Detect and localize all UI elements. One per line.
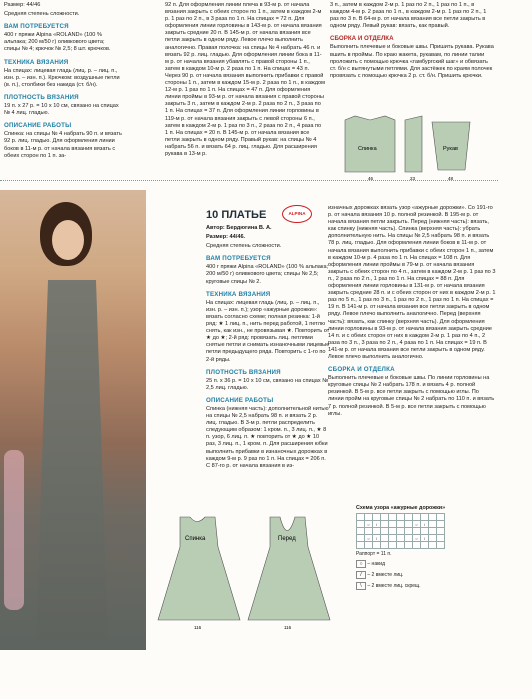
flower-shape [4,450,24,610]
dim-23: 23 [410,176,416,181]
size-line: Размер: 44/46 [4,2,41,8]
col2-text: 92 п. Для оформления линии плеча в 93-м р. от начала вязания закрыть с обеих сторон по 1 п., затем в каждом 2-м р. 1 раз по 2 п., в 3 раза по 1 п. На спицах = 72 п. Для оформления линии горловины в 143-м р. от начала вязания закрыть средние 20 п. В 145-м р. от начала вязания все петли закрыть в одном ряду. Левое плечо выполнить аналогично. Правая полочка: на спицы № 4 набрать 46 п. и вязать 92 р. лиц. гладью. Для оформления линии бока в 11-м р. от начала вязания убавлять с правой стороны 1 п., затем в каждом 10-м р. 2 раза по 1 п. На спицах = 43 п. Через 90 р. от начала вязания выполнить прибавки с правой стороны 1 п., затем в каждом 15-м р. 2 раза по 1 п., в каждом 12-м р. 1 раз по 1 п. На спицах = 47 п. Для оформления линии проймы в 93-м р. от начала вязания с правой стороны закрыть 3 п., затем в каждом 2-м р. 2 раза по 2 п., 3 раза по 1 п. На спицах = 37 п. Для оформления линии горловины в 119-м р. от начала вязания закрыть с левой стороны 6 п., затем в каждом 2-м р. 1 раз по 3 п., 2 раза по 2 п., 4 раза по 1 п. На спицах = 20 п. В 145-м р. от начала вязания все петли закрыть в одном ряду. Правый рукав: на спицы № 4 набрать 56 п. и вязать 64 р. лиц. гладью. Для расширения рукава в 13-м р. [165,2,325,157]
difficulty: Средняя степень сложности. [4,11,80,18]
dress-density-body: 25 п. х 36 р. = 10 х 10 см, связано на спицах № 2,5 лиц. гладью. [206,377,329,391]
rapport: Раппорт = 11 п. [356,551,392,557]
model-photo [0,190,146,650]
dress-difficulty: Средняя степень сложности. [206,243,282,250]
front-dress-shape [248,517,330,620]
col3-text: 3 п., затем в каждом 2-м р. 1 раз по 2 п., 1 раз по 1 п., в каждом 4-м р. 2 раза по 1 п., в каждом 2-м р. 1 раз по 2 п., 1 раз по 3 п. В 64-м р. от начала вязания все петли закрыть в одном ряду. Левый рукав: вязать, как правый. [330,2,487,30]
dress-shape [32,280,112,640]
work-body: Спинка: на спицы № 4 набрать 90 п. и вязать 92 р. лиц. гладью. Для оформления линии боков в 11-м р. от начала вязания вязать с обеих сторон по 1 п. за- [4,131,122,159]
dress-tech-body: На спицах: лицевая гладь (лиц. р. – лиц. п., изн. р. – изн. п.); узор «ажурные дорожки»: вязать согласно схеме; полная резинка: 1-й ряд: ★ 1 лиц. п., нить перед работой, 1 петлю снять, как изн., не провязывая ★. Повторить от ★ до ★; 2-й ряд: провязать лиц. петлями снятые петли и снимать изнаночными лицевые петли предыдущего ряда. Повторить с 1-го по 2-й ряды. [206,299,330,363]
face-shape [52,220,84,260]
front-piece-shape [405,116,422,172]
back-label: Спинка [358,146,377,152]
legend-3: \ – 2 вместе лиц. скрещ. [356,582,496,590]
dress-need-heading: ВАМ ПОТРЕБУЕТСЯ [206,255,271,263]
legend-1: ○ – накид [356,560,496,568]
dim-46: 46 [368,176,374,181]
back-piece-shape [345,116,395,172]
dress-work-body: Спинка (нижняя часть): дополнительной нитью на спицы № 2,5 набрать 98 п. и вязать 2 р. лиц. гладью. В 3-м р. петли распределить следующим образом: 1 кром. п., 3 лиц. п., ★ 8 п. узор, 6 лиц. п. ★ повторить от ★ до ★ 10 раз, 3 лиц. п., 1 кром. п. Для расширения юбки выполнить прибавки в изнаночных дорожках в каждом 9-м р. 9 раз по 1 п. На спицах = 206 п. С 87-го р. от начала вязания в из- [206,405,329,469]
alpina-logo: ALPINA [282,205,312,223]
top-col-1 [4,2,122,162]
dress-density-heading: ПЛОТНОСТЬ ВЯЗАНИЯ [206,368,281,376]
density-body: 19 п. х 27 р. = 10 х 10 см, связано на спицах № 4 лиц. гладью. [4,103,119,117]
dress-number: 10 [206,209,219,221]
assembly-body: Выполнить плечевые и боковые швы. Пришить рукава. Рукава вшить в проймы. По краю жакета, рукавам, по линии талии проложить с помощью крючка «гамбургский шаг» и обвязать ст. б/н с вытянутыми петлями. Для застёжек по краям полочек провязать с помощью крючка 2 р. ст. б/н. Пришить крючки. [330,44,494,79]
dress-schematic [150,512,335,632]
dress-assembly-heading: СБОРКА И ОТДЕЛКА [328,366,395,374]
dress-assembly-body: Выполнить плечевые и боковые швы. По линии горловины на круговые спицы № 2 набрать 178 п. и вязать 4 р. полной резинкой. В 5-м р. все петли закрыть с помощью иглы. По линии пройм на круговые спицы № 2 набрать по 110 п. и вязать 7 р. полной резинкой. В 5-м р. все петли закрыть с помощью иглы. [328,375,495,417]
tech-body: На спицах: лицевая гладь (лиц. р. – лиц. п., изн. р. – изн. п.). Крючком: воздушные петли (в. п.), столбики без накида (ст. б/н). [4,67,120,88]
dress-need-body: 400 г пряжи Alpina «ROLAND» (100 % альпака; 200 м/50 г) оливкового цвета; спицы № 2,5; круговые спицы № 2. [206,264,329,285]
dress-col-1 [206,225,330,472]
sleeve-label: Рукав [443,146,458,152]
top-col-2 [165,2,325,160]
dress-title-text: ПЛАТЬЕ [221,209,267,221]
dress-work-heading: ОПИСАНИЕ РАБОТЫ [206,396,274,404]
pattern-scheme [356,505,496,590]
jacket-schematic [340,112,490,182]
dress-right-text: изначных дорожках вязать узор «ажурные дорожки». Со 191-го р. от начала вязания 10 р. полной резинкой. В 195-м р. от начала вязания петли закрыть. Перед (нижняя часть): вязать, как спинку (нижняя часть). Спинка (верхняя часть): убрать дополнительную нить. На спицы № 2,5 набрать 98 п. и вязать 78 р. лиц. гладью. Для оформления линии боков в 11-м р. от начала вязания выполнить прибавки с обеих сторон 1 п., затем в каждом 10-м р. 4 раза по 1 п. На спицах = 108 п. Для оформления линии проймы в 79-м р. от начала вязания закрыть с обеих сторон по 4 п., затем в каждом 2-м р. 1 раз по 3 п., 2 раза по 2 п., 1 раз по 1 п. На спицах = 88 п. Для оформления линии горловины в 131-м р. от начала вязания закрыть средние 28 п. и с обеих сторон от них в каждом 2-м р. 1 раз по 5 п., 1 раз по 3 п., 1 раз по 2 п., 1 раз по 1 п. На спицах = 19 п. В 141-м р. от начала вязания все петли закрыть в одном ряду. Левое плечо выполнить аналогично. Перед (верхняя часть): вязать, как спинку (верхняя часть). Для оформления линии горловины в 93-м р. от начала вязания закрыть средние 14 п. и с обеих сторон от них в каждом 2-м р. 1 раз по 4 п., 2 раза по 3 п., 3 раза по 2 п., 4 раза по 1 п. На спицах = 19 п. В 141-м р. от начала вязания все петли закрыть в одном ряду. Левое плечо выполнить аналогично. [328,205,496,360]
scheme-title: Схема узора «ажурные дорожки» [356,505,446,511]
front-dress-label: Перед [278,536,296,542]
need-body: 400 г пряжи Alpina «ROLAND» (100 % альпака; 200 м/50 г) оливкового цвета; спицы № 4; крючок № 2,5; 8 шт. крючков. [4,32,111,53]
dim-48: 48 [448,176,454,181]
tech-heading: ТЕХНИКА ВЯЗАНИЯ [4,58,69,66]
assembly-heading: СБОРКА И ОТДЕЛКА [330,35,394,43]
dim-116-b: 116 [284,625,292,630]
dress-size: Размер: 44/46. [206,234,246,241]
work-heading: ОПИСАНИЕ РАБОТЫ [4,122,72,130]
back-dress-label: Спинка [185,536,206,542]
legend-2: / – 2 вместе лиц. [356,571,496,579]
need-heading: ВАМ ПОТРЕБУЕТСЯ [4,23,69,31]
pattern-grid: ○ / ○ / ○ / ○ / [356,513,445,549]
density-heading: ПЛОТНОСТЬ ВЯЗАНИЯ [4,93,79,101]
author: Автор: Бердюгина В. А. [206,225,272,231]
dim-116-a: 116 [194,625,202,630]
section-divider [0,180,498,181]
back-dress-shape [158,517,240,620]
top-col-3 [330,2,495,82]
dress-title [206,209,266,221]
dress-col-2 [328,205,496,420]
dress-tech-heading: ТЕХНИКА ВЯЗАНИЯ [206,290,271,298]
